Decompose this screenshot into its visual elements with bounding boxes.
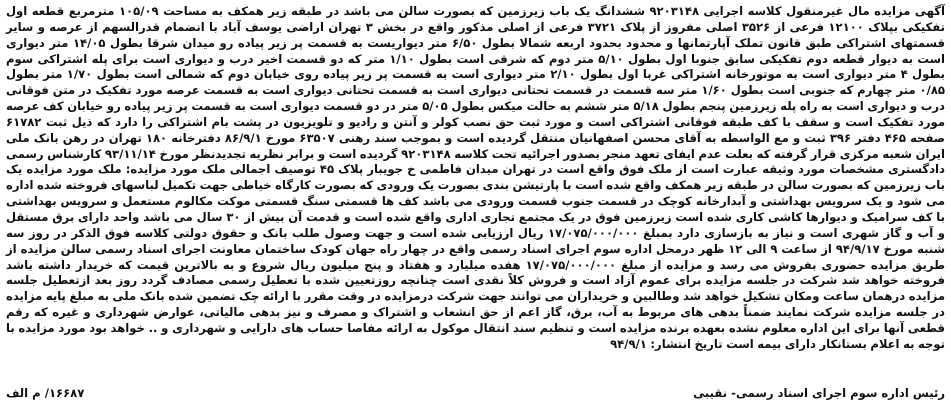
signature: رئیس اداره سوم اجرای اسناد رسمی- نقیبی	[693, 386, 945, 400]
notice-footer	[6, 385, 945, 401]
notice-paragraph: آگهی مزایده مال غیرمنقول کلاسه اجرایی ۹۲۰۳۱۴۸ ششدانگ یک باب زیرزمین که بصورت سالن می باشد در طبقه زیر همکف به مساحت ۱۰۵/۰۹ مترمربع قطعه اول تفکیکی بپلاک ۱۲۱۰۰ فرعی از ۳۵۲۶ اصلی مفروز از پلاک ۳۷۲۱ فرعی از اصلی مذکور واقع در بخش ۳ تهران اراضی یوسف آباد با انضمام قدرالسهم از عرصه و سایر قسمتهای اشتراکی طبق قانون تملک آپارتمانها و محدود بحدود اربعه شمالا بطول ۶/۵۰ متر دیواریست به قسمت پر زیر پیاده رو میدان شرقا بطول ۱۴/۰۵ متر دیواری است به دیوار قطعه دوم تفکیکی سابق جنوبا اول بطول ۵/۱۰ متر دوم که شرقی است بطول ۱/۱۰ متر که دو قسمت اخیر درب و دیواری است برای پله اشتراکی سوم بطول ۴ متر دیواری است به موتورخانه اشتراکی غربا اول بطول ۲/۱۰ متر دیواری است به قسمت پر زیر پیاده روی خیابان دوم که شمالی است بطول ۱/۷۰ متر بطول ۰/۸۵ متر چهارم که جنوبی است بطول ۱/۶۰ متر سه قسمت در قسمت تحتانی دیواری است به قسمت تحتانی دیواری است به قسمت عرصه مورد تفکیک در متن فوقانی درب و دیواری است به راه پله زیرزمین پنجم بطول ۵/۱۸ متر ششم به حالت میکس بطول ۵/۰۵ متر در دو قسمت دیواری است به قسمت پر زیر پیاده رو خیابان کف عرصه مورد تفکیک است و سقف با کف طبقه فوقانی اشتراکی است و مورد ثبت حق نصب کولر و آنتن و رادیو و تلویزیون در پشت بام اشتراکی را دارد که ذیل ثبت ۶۱۷۸۲ صفحه ۴۶۵ دفتر ۳۹۶ ثبت و مع الواسطه به آقای محسن اصفهانیان منتقل گردیده است و بموجب سند رهنی ۶۳۵۰۷ مورخ ۸۶/۹/۱ دفترخانه ۱۸۰ تهران در رهن بانک ملی ایران شعبه مرکزی قرار گرفته که بعلت عدم ایفای تعهد منجر بصدور اجرائیه تحت کلاسه ۹۲۰۳۱۴۸ گردیده است و برابر نظریه تجدیدنظر مورخ ۹۳/۱۱/۱۴ کارشناس رسمی دادگستری مشخصات مورد وثیقه عبارت است از ملک فوق واقع است در تهران میدان فاطمی خ جویبار پلاک ۴۵ توصیف اجمالی ملک مورد مزایده: ملک مورد مزایده یک باب زیرزمین که بصورت سالن در طبقه زیر همکف واقع شده است با پارتیشن بندی بصورت یک ورودی که بصورت کارگاه خیاطی جهت تکمیل لباسهای فروخته شده اداره می شود و یک سرویس بهداشتی و آبدارخانه کوچک در قسمت جنوب قسمت ورودی می باشد کف ها قسمتی سنگ قسمتی موکت مکالوم مستعمل و سرویس بهداشتی با کف سرامیک و دیوارها کاشی کاری شده است زیرزمین فوق در یک مجتمع تجاری اداری واقع شده است و قدمت آن بیش از ۳۰ سال می باشد واحد دارای برق مستقل و آب و گاز شهری است و نیاز به بازسازی دارد بمبلغ ۱۷/۰۷۵/۰۰۰/۰۰۰ ریال ارزیابی شده است و جهت وصول طلب بانک و حقوق دولتی کلاسه فوق الذکر در روز سه شنبه مورخ ۹۴/۹/۱۷ از ساعت ۹ الی ۱۲ ظهر درمحل اداره سوم اجرای اسناد رسمی واقع در چهار راه جهان کودک ساختمان معاونت اجرای اسناد رسمی سالن مزایده از طریق مزایده حضوری بفروش می رسد و مزایده از مبلغ ۱۷/۰۷۵/۰۰۰/۰۰۰ هفده میلیارد و هفتاد و پنج میلیون ریال شروع و به بالاترین قیمت که خریدار داشته باشد فروخته خواهد شد شرکت در جلسه مزایده برای عموم آزاد است و فروش کلاً نقدی است چنانچه روزتعیین شده با تعطیل رسمی مصادف گردد روز بعد ازتعطیل جلسه مزایده درهمان ساعت ومکان تشکیل خواهد شد وطالبین و خریداران می توانند جهت شرکت درمزایده در وقت مقرر با ارائه چک تضمین شده بانک ملی به مبلغ پایه مزایده در جلسه مزایده شرکت نمایند ضمناً بدهی های مربوط به آب، برق، گاز اعم از حق انشعاب و اشتراک و مصرف و نیز بدهی مالیاتی، عوارض شهرداری و غیره که رقم قطعی آنها برای این اداره معلوم نشده بعهده برنده مزایده است و تنظیم سند انتقال موکول به ارائه مفاصا حساب های دارایی و شهرداری و .. خواهد بود مورد مزایده با توجه به اعلام بستانکار دارای بیمه است تاریخ انتشار: ۹۴/۹/۱	[6, 4, 946, 351]
notice-body	[6, 4, 945, 353]
reference-number: ۱۶۶۸۷/ م الف	[6, 386, 85, 400]
